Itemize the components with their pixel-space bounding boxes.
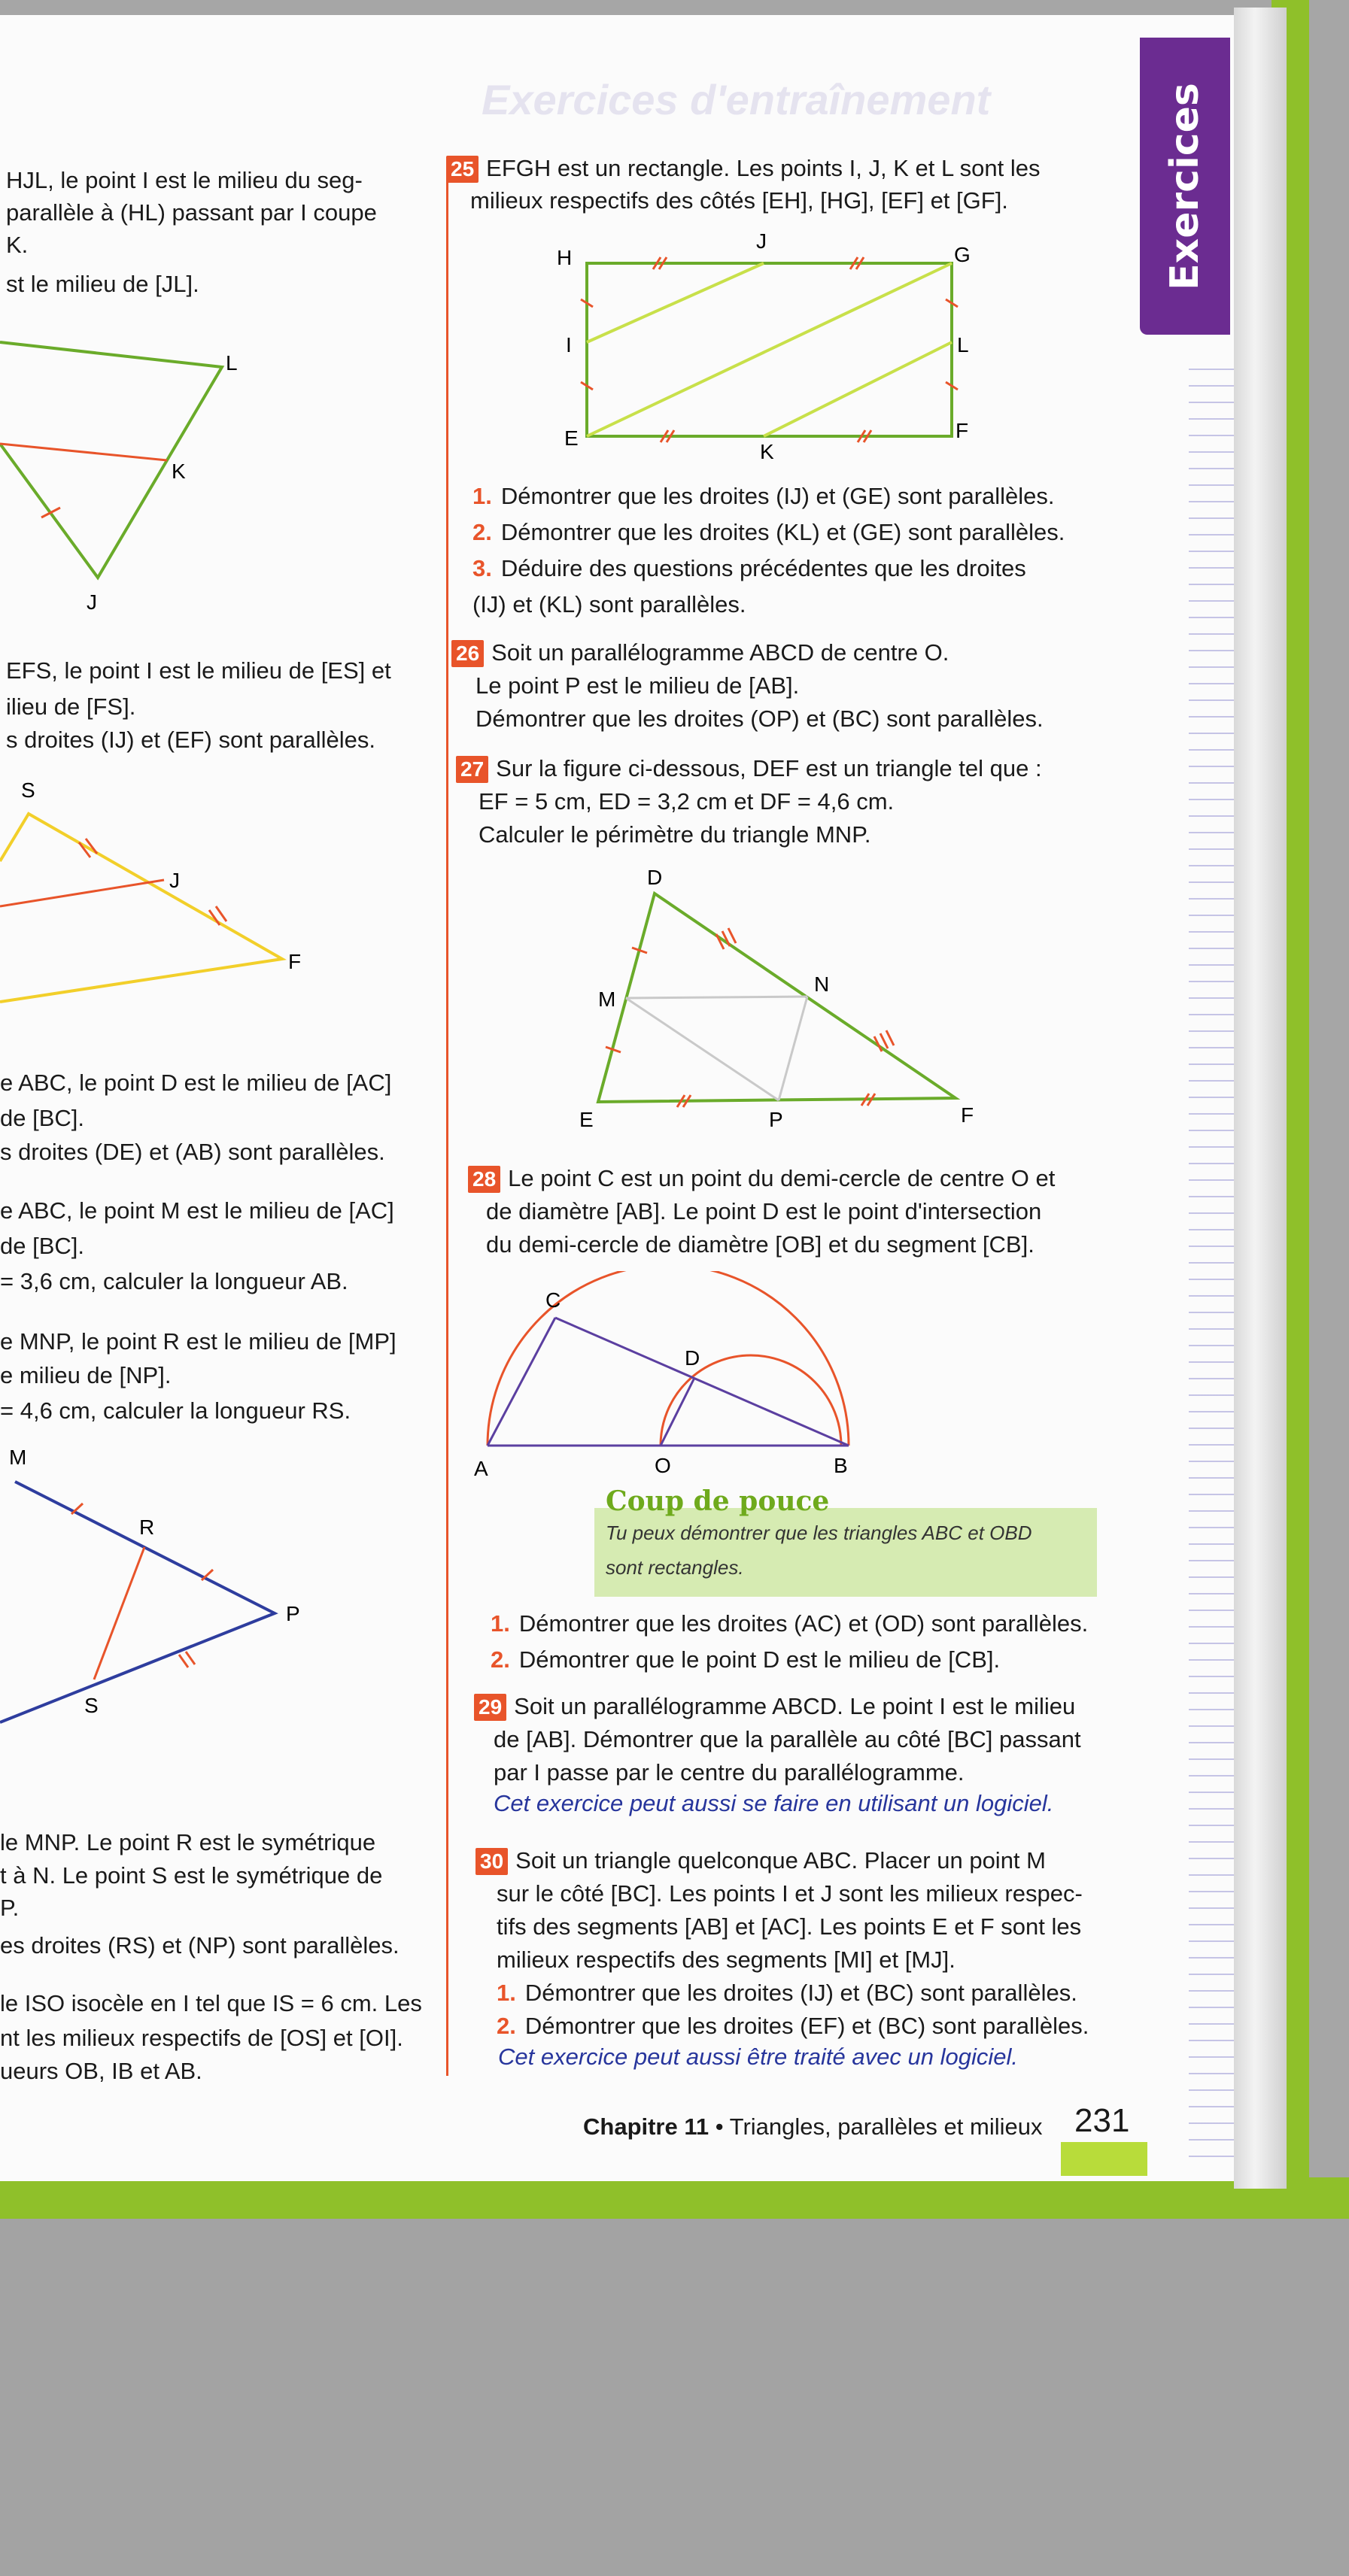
ex28-question	[491, 1643, 1000, 1676]
ex30-line: milieux respectifs des segments [MI] et [MJ].	[497, 1946, 956, 1973]
ex29-line: par I passe par le centre du parallélogramme.	[494, 1759, 965, 1786]
fig-label: P	[769, 1108, 783, 1131]
fig-label: J	[87, 590, 97, 614]
fig-label: D	[647, 866, 663, 889]
fig-label: F	[288, 950, 302, 973]
ex30-question	[497, 1977, 1077, 2009]
fig-label: S	[84, 1694, 99, 1717]
hint-line: sont rectangles.	[606, 1556, 744, 1579]
left-text: s droites (DE) et (AB) sont parallèles.	[0, 1139, 385, 1165]
left-text: ilieu de [FS].	[6, 693, 136, 720]
fig-label: P	[286, 1602, 300, 1625]
left-text: e milieu de [NP].	[0, 1362, 172, 1388]
left-text: de [BC].	[0, 1105, 84, 1131]
left-text: parallèle à (HL) passant par I coupe	[6, 199, 377, 226]
left-text: ueurs OB, IB et AB.	[0, 2058, 202, 2084]
ex25-figure	[542, 226, 993, 474]
ex28-line: du demi-cercle de diamètre [OB] et du segment [CB].	[486, 1231, 1035, 1258]
ex28-line: de diamètre [AB]. Le point D est le point d'intersection	[486, 1198, 1042, 1224]
column-divider	[446, 162, 448, 2076]
left-text: t à N. Le point S est le symétrique de	[0, 1862, 383, 1889]
left-text: K.	[6, 232, 29, 258]
fig-label: J	[169, 869, 180, 892]
fig-label: D	[685, 1346, 700, 1370]
ex30-line: tifs des segments [AB] et [AC]. Les points E et F sont les	[497, 1913, 1082, 1940]
fig-label: K	[172, 460, 186, 483]
fig-label: E	[564, 426, 579, 450]
fig-label: S	[21, 778, 35, 802]
left-text: = 4,6 cm, calculer la longueur RS.	[0, 1397, 351, 1424]
fig-label: B	[834, 1454, 848, 1477]
hint-line: Tu peux démontrer que les triangles ABC et OBD	[606, 1522, 1032, 1544]
left-text: e MNP, le point R est le milieu de [MP]	[0, 1328, 396, 1355]
ex29-line	[474, 1690, 1075, 1722]
exercise-number: 29	[474, 1694, 506, 1721]
chapter-footer	[583, 2113, 1042, 2141]
question-text: Démontrer que les droites (IJ) et (BC) sont parallèles.	[524, 1980, 1077, 2006]
fig-label: L	[226, 351, 238, 375]
ex30-text: Soit un triangle quelconque ABC. Placer un point M	[515, 1847, 1046, 1874]
chapter-number: Chapitre 11	[583, 2113, 709, 2140]
left-text: = 3,6 cm, calculer la longueur AB.	[0, 1268, 348, 1294]
left-text: s droites (IJ) et (EF) sont parallèles.	[6, 727, 375, 753]
question-number: 1.	[497, 1980, 516, 2006]
fig-label: F	[956, 419, 969, 442]
ex27-text: Sur la figure ci-dessous, DEF est un triangle tel que :	[496, 755, 1042, 781]
book-cover-bottom-edge	[0, 2177, 1349, 2219]
ex28-line	[468, 1162, 1055, 1194]
fig-label: I	[566, 333, 572, 357]
question-number: 2.	[497, 2013, 516, 2039]
question-number: 1.	[491, 1610, 510, 1637]
hint-text	[606, 1516, 1032, 1585]
fig-label: M	[9, 1446, 27, 1469]
fig-label: L	[957, 333, 969, 357]
ex29-line: de [AB]. Démontrer que la parallèle au côté [BC] passant	[494, 1726, 1081, 1752]
question-number: 1.	[472, 483, 492, 509]
ex25-question	[472, 552, 1026, 584]
ex29-software-note: Cet exercice peut aussi se faire en utilisant un logiciel.	[494, 1790, 1054, 1816]
left-figure-2	[0, 767, 316, 1008]
left-text: le MNP. Le point R est le symétrique	[0, 1829, 376, 1855]
fig-label: F	[961, 1103, 974, 1127]
chapter-title: Triangles, parallèles et milieux	[729, 2113, 1043, 2140]
ex28-text: Le point C est un point du demi-cercle de centre O et	[508, 1165, 1056, 1191]
fig-label: N	[814, 972, 830, 996]
fig-label: K	[760, 440, 774, 463]
ghost-section-title: Exercices d'entraînement	[482, 76, 991, 123]
ex25-question	[472, 480, 1055, 512]
question-text: Démontrer que les droites (KL) et (GE) sont parallèles.	[500, 519, 1065, 545]
fig-label: O	[655, 1454, 671, 1477]
exercise-number: 25	[446, 156, 479, 183]
left-text: e ABC, le point D est le milieu de [AC]	[0, 1070, 392, 1096]
question-number: 2.	[472, 519, 492, 545]
question-text: Démontrer que les droites (AC) et (OD) sont parallèles.	[518, 1610, 1089, 1637]
page-edge	[1234, 8, 1287, 2189]
ex28-question	[491, 1607, 1088, 1640]
section-tab-label-wrap	[1140, 38, 1230, 335]
left-text: e ABC, le point M est le milieu de [AC]	[0, 1197, 394, 1224]
left-text: P.	[0, 1895, 20, 1921]
left-text: es droites (RS) et (NP) sont parallèles.	[0, 1932, 400, 1959]
left-text: st le milieu de [JL].	[6, 271, 199, 297]
ex29-text: Soit un parallélogramme ABCD. Le point I est le milieu	[514, 1693, 1076, 1719]
ex25-line	[446, 152, 1040, 184]
question-text: Démontrer que les droites (EF) et (BC) sont parallèles.	[524, 2013, 1089, 2039]
exercise-number: 30	[475, 1848, 508, 1875]
exercise-number: 27	[456, 756, 488, 783]
page-number-tab	[1061, 2142, 1147, 2176]
question-text: Démontrer que les droites (IJ) et (GE) sont parallèles.	[500, 483, 1055, 509]
ex28-figure	[466, 1271, 888, 1489]
ex26-text: Soit un parallélogramme ABCD de centre O.	[491, 639, 949, 666]
fig-label: A	[474, 1457, 488, 1480]
left-text: de [BC].	[0, 1233, 84, 1259]
left-text: nt les milieux respectifs de [OS] et [OI].	[0, 2025, 403, 2051]
left-text: EFS, le point I est le milieu de [ES] et	[6, 657, 391, 684]
fig-label: E	[579, 1108, 594, 1131]
ex30-line: sur le côté [BC]. Les points I et J sont les milieux respec-	[497, 1880, 1083, 1907]
ex25-question-cont: (IJ) et (KL) sont parallèles.	[472, 591, 746, 617]
fig-label: C	[545, 1288, 561, 1312]
ex27-line	[456, 752, 1042, 784]
ruled-page-edges	[1189, 353, 1234, 2159]
section-tab-label: Exercices	[1162, 82, 1208, 290]
ex30-question	[497, 2010, 1089, 2042]
ex26-line: Démontrer que les droites (OP) et (BC) sont parallèles.	[475, 705, 1044, 732]
left-figure-1	[0, 323, 271, 624]
ex30-line	[475, 1844, 1046, 1877]
page-number: 231	[1074, 2102, 1130, 2139]
chapter-separator: •	[709, 2113, 730, 2140]
left-text: HJL, le point I est le milieu du seg-	[6, 167, 363, 193]
ex25-text: EFGH est un rectangle. Les points I, J, K et L sont les	[486, 155, 1041, 181]
fig-label: M	[598, 988, 616, 1011]
left-figure-3	[0, 1440, 316, 1741]
fig-label: H	[557, 246, 573, 269]
question-number: 2.	[491, 1646, 510, 1673]
fig-label: R	[139, 1516, 155, 1539]
ex27-figure	[572, 857, 993, 1143]
fig-label: G	[954, 243, 971, 266]
exercise-number: 28	[468, 1166, 500, 1193]
scan-background	[0, 2219, 1349, 2576]
hint-title: Coup de pouce	[606, 1485, 830, 1517]
ex26-line: Le point P est le milieu de [AB].	[475, 672, 800, 699]
ex27-line: EF = 5 cm, ED = 3,2 cm et DF = 4,6 cm.	[479, 788, 895, 815]
ex30-software-note: Cet exercice peut aussi être traité avec un logiciel.	[498, 2044, 1018, 2070]
fig-label: J	[756, 229, 767, 253]
question-number: 3.	[472, 555, 492, 581]
question-text: Démontrer que le point D est le milieu de [CB].	[518, 1646, 1001, 1673]
ex25-question	[472, 516, 1065, 548]
ex25-line: milieux respectifs des côtés [EH], [HG], [EF] et [GF].	[470, 187, 1008, 214]
left-text: le ISO isocèle en I tel que IS = 6 cm. Les	[0, 1990, 422, 2016]
ex27-line: Calculer le périmètre du triangle MNP.	[479, 821, 871, 848]
ex26-line	[451, 636, 949, 669]
exercise-number: 26	[451, 640, 484, 667]
question-text: Déduire des questions précédentes que les droites	[500, 555, 1026, 581]
